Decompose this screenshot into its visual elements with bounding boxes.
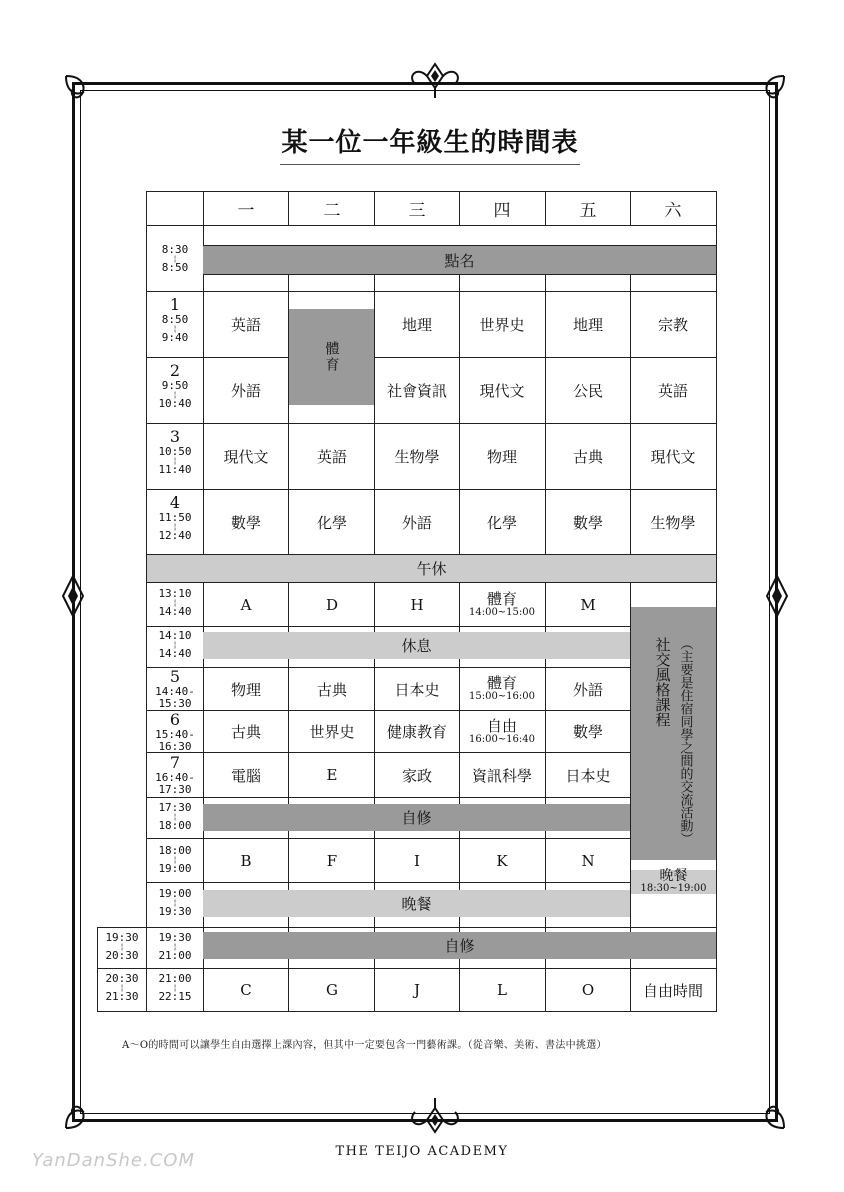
class-cell: 英語 — [657, 382, 688, 400]
lunch-bar: 午休 — [147, 555, 716, 582]
class-cell: C — [240, 981, 252, 999]
class-cell: 世界史 — [309, 723, 355, 741]
class-cell: B — [240, 851, 252, 870]
day-header-thu: 四 — [493, 201, 511, 221]
period-time: 2 9:50 ¦ 10:40 — [158, 361, 192, 410]
footnote: A～O的時間可以讓學生自由選擇上課內容，但其中一定要包含一門藝術課。（從音樂、美術、書法中挑選） — [122, 1040, 607, 1051]
self-study-bar: 自修 — [203, 804, 630, 831]
day-header-sat: 六 — [664, 201, 682, 221]
class-cell: 電腦 — [230, 766, 261, 785]
class-cell: I — [414, 851, 420, 870]
time-slot: 19:30 ¦ 21:00 — [158, 931, 192, 962]
class-cell: 外語 — [401, 513, 432, 532]
class-cell: 自由 16:00~16:40 — [468, 716, 535, 745]
class-cell: J — [413, 981, 420, 999]
class-cell: 世界史 — [479, 316, 525, 334]
class-cell: 健康教育 — [386, 723, 447, 741]
class-cell: 體育 15:00~16:00 — [468, 674, 535, 702]
class-cell: 體育 14:00~15:00 — [468, 590, 535, 618]
roll-call-bar: 點名 — [203, 246, 716, 274]
period-time: 1 8:50 ¦ 9:40 — [161, 295, 189, 344]
class-cell: A — [240, 596, 252, 614]
class-cell: 自由時間 — [642, 981, 703, 1000]
class-cell: 日本史 — [565, 766, 611, 785]
day-header-tue: 二 — [323, 201, 341, 221]
time-slot: 19:00 ¦ 19:30 — [158, 887, 192, 918]
class-cell: 古典 — [572, 448, 603, 466]
class-cell: 生物學 — [394, 448, 440, 466]
class-cell: 地理 — [572, 316, 603, 334]
time-slot: 17:30 ¦ 18:00 — [158, 801, 192, 832]
class-cell: 公民 — [572, 382, 603, 400]
dinner-bar: 晚餐 — [203, 890, 630, 917]
class-cell: 資訊科學 — [471, 766, 532, 785]
time-slot: 8:30 ¦ 8:50 — [161, 243, 189, 274]
class-cell: L — [497, 981, 507, 999]
saturday-social-block: 社交風格課程 （主要是住宿同學之間的交流活動） — [631, 607, 716, 860]
period-time: 6 15:40- 16:30 — [155, 710, 195, 753]
class-cell: M — [580, 596, 596, 614]
pe-block: 體育 — [289, 309, 374, 405]
class-cell: 英語 — [316, 448, 347, 466]
time-slot: 14:10 ¦ 14:40 — [158, 629, 192, 660]
time-slot-alt: 20:30 ¦ 21:30 — [105, 972, 139, 1003]
saturday-dinner: 晚餐 18:30~19:00 — [631, 870, 716, 894]
class-cell: 家政 — [401, 766, 432, 785]
day-header-fri: 五 — [579, 201, 597, 221]
page-title: 某一位一年級生的時間表 — [281, 128, 579, 158]
class-cell: 現代文 — [479, 382, 525, 400]
class-cell: H — [410, 596, 424, 614]
day-header-mon: 一 — [237, 201, 255, 221]
break-bar: 休息 — [203, 632, 630, 659]
time-slot: 13:10 ¦ 14:40 — [158, 587, 192, 618]
period-time: 3 10:50 ¦ 11:40 — [158, 427, 192, 476]
class-cell: 外語 — [572, 680, 603, 699]
time-slot: 18:00 ¦ 19:00 — [158, 844, 192, 875]
class-cell: K — [496, 851, 508, 870]
class-cell: G — [326, 981, 338, 999]
class-cell: 日本史 — [394, 680, 440, 699]
day-header-wed: 三 — [408, 201, 426, 221]
period-time: 5 14:40- 15:30 — [155, 667, 195, 710]
class-cell: 物理 — [230, 680, 261, 699]
time-slot-alt: 19:30 ¦ 20:30 — [105, 931, 139, 962]
class-cell: 化學 — [316, 513, 347, 532]
class-cell: D — [325, 596, 339, 614]
class-cell: 化學 — [486, 513, 517, 532]
class-cell: 古典 — [230, 723, 261, 741]
class-cell: O — [581, 981, 595, 999]
class-cell: 現代文 — [650, 448, 696, 466]
class-cell: 數學 — [572, 513, 603, 532]
self-study-bar: 自修 — [203, 932, 716, 959]
class-cell: 現代文 — [223, 448, 269, 466]
class-cell: 外語 — [230, 382, 261, 400]
class-cell: 社會資訊 — [386, 382, 447, 400]
class-cell: 物理 — [486, 448, 517, 466]
class-cell: 數學 — [572, 723, 603, 741]
period-time: 7 16:40- 17:30 — [155, 753, 195, 796]
class-cell: 數學 — [230, 513, 261, 532]
class-cell: 英語 — [230, 316, 261, 334]
class-cell: 古典 — [316, 680, 347, 699]
class-cell: F — [326, 851, 338, 870]
class-cell: E — [326, 766, 338, 784]
footer-academy: THE TEIJO ACADEMY — [335, 1144, 509, 1159]
class-cell: 地理 — [401, 316, 432, 334]
time-slot: 21:00 ¦ 22:15 — [158, 972, 192, 1003]
class-cell: N — [581, 851, 595, 870]
watermark: YanDanShe.COM — [32, 1150, 195, 1171]
class-cell: 生物學 — [650, 513, 696, 532]
period-time: 4 11:50 ¦ 12:40 — [158, 493, 192, 542]
class-cell: 宗教 — [657, 316, 688, 334]
